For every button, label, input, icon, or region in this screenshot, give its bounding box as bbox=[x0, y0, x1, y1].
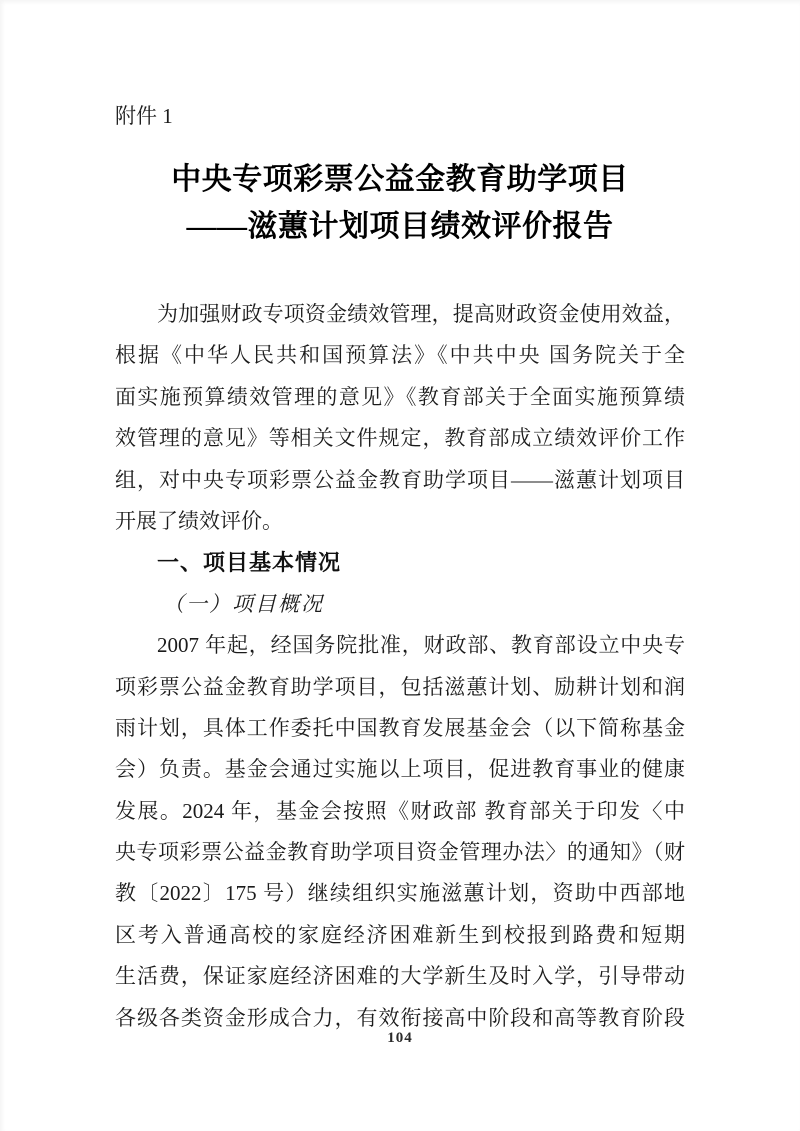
text-line: 雨计划，具体工作委托中国教育发展基金会（以下简称基金 bbox=[115, 715, 685, 740]
document-title bbox=[115, 156, 685, 250]
text-line: 根据《中华人民共和国预算法》《中共中央 国务院关于全 bbox=[115, 343, 685, 368]
paragraph-intro bbox=[115, 294, 685, 542]
text-line: 教〔2022〕175 号）继续组织实施滋蕙计划，资助中西部地 bbox=[115, 881, 685, 906]
text-line: 会）负责。基金会通过实施以上项目，促进教育事业的健康 bbox=[115, 757, 685, 782]
text-line: 面实施预算绩效管理的意见》《教育部关于全面实施预算绩 bbox=[115, 384, 685, 409]
document-body bbox=[115, 294, 685, 1039]
text-line: 组，对中央专项彩票公益金教育助学项目——滋蕙计划项目 bbox=[115, 467, 685, 492]
text-line: 区考入普通高校的家庭经济困难新生到校报到路费和短期 bbox=[115, 922, 685, 947]
text-line: 发展。2024 年，基金会按照《财政部 教育部关于印发〈中 bbox=[115, 798, 685, 823]
text-line: 生活费，保证家庭经济困难的大学新生及时入学，引导带动 bbox=[115, 964, 685, 989]
attachment-label: 附件 1 bbox=[115, 104, 173, 128]
title-line-1: 中央专项彩票公益金教育助学项目 bbox=[171, 163, 629, 196]
text-line: 各级各类资金形成合力，有效衔接高中阶段和高等教育阶段 bbox=[115, 1005, 685, 1030]
text-line: 为加强财政专项资金绩效管理，提高财政资金使用效益， bbox=[157, 302, 685, 326]
text-line: 效管理的意见》等相关文件规定，教育部成立绩效评价工作 bbox=[115, 426, 685, 451]
text-line: 项彩票公益金教育助学项目，包括滋蕙计划、励耕计划和润 bbox=[115, 674, 685, 699]
subsection-heading-project-overview: （一）项目概况 bbox=[163, 591, 324, 616]
section-heading-basic-info: 一、项目基本情况 bbox=[157, 550, 342, 576]
title-line-2: ——滋蕙计划项目绩效评价报告 bbox=[186, 210, 614, 243]
page-number: 104 bbox=[387, 1030, 413, 1046]
text-line: 2007 年起，经国务院批准，财政部、教育部设立中央专 bbox=[157, 633, 685, 658]
paragraph-project-overview bbox=[115, 625, 685, 1039]
text-line: 开展了绩效评价。 bbox=[115, 508, 283, 533]
text-line: 央专项彩票公益金教育助学项目资金管理办法〉的通知》（财 bbox=[115, 840, 685, 865]
